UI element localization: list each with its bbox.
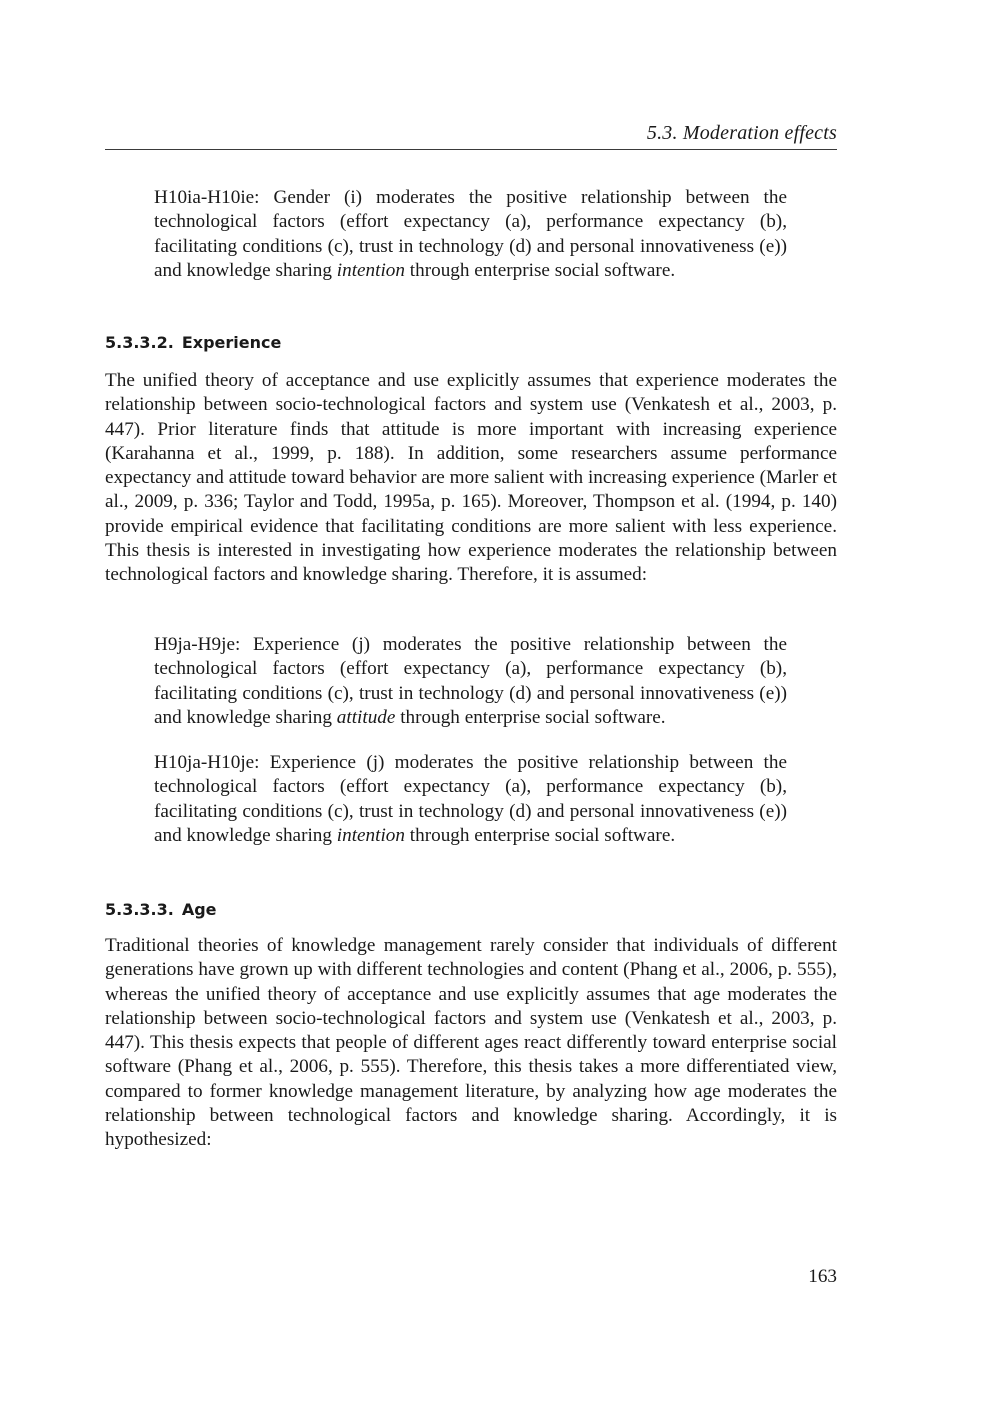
- section-title: Experience: [181, 333, 282, 352]
- hypothesis-text: H9ja-H9je: Experience (j) moderates the positive relationship between the technological factors (effort expectancy (a), performance expectancy (b), facilitating conditions (c), trust in technology (d) and personal innovativeness (e)) and knowledge sharing: [154, 634, 787, 728]
- hypothesis-emphasis: intention: [336, 259, 405, 281]
- hypothesis-text: H10ia-H10ie: Gender (i) moderates the positive relationship between the technological factors (effort expectancy (a), performance expectancy (b), facilitating conditions (c), trust in technology (d) and personal innovativeness (e)) and knowledge sharing: [154, 187, 787, 281]
- section-title: Age: [181, 900, 217, 919]
- hypothesis-h10ja-h10je: [154, 751, 787, 848]
- hypothesis-text-end: through enterprise social software.: [405, 259, 676, 281]
- hypothesis-h9ja-h9je: [154, 633, 787, 730]
- hypothesis-emphasis: intention: [336, 824, 405, 846]
- hypothesis-h10ia-h10ie: [154, 186, 787, 283]
- hypothesis-text: H10ja-H10je: Experience (j) moderates the positive relationship between the technological factors (effort expectancy (a), performance expectancy (b), facilitating conditions (c), trust in technology (d) and personal innovativeness (e)) and knowledge sharing: [154, 752, 787, 846]
- section-heading-age: [105, 900, 217, 920]
- section-heading-experience: [105, 333, 281, 353]
- hypothesis-emphasis: attitude: [336, 706, 396, 728]
- hypothesis-text-end: through enterprise social software.: [395, 706, 666, 728]
- running-header-title: 5.3. Moderation effects: [646, 122, 837, 144]
- paragraph-age: Traditional theories of knowledge management rarely consider that individuals of different generations have grown up with different technologies and content (Phang et al., 2006, p. 555), whereas the unified theory of acceptance and use explicitly assumes that age moderates the relationship between socio-technological factors and system use (Venkatesh et al., 2003, p. 447). This thesis expects that people of different ages react differently toward enterprise social software (Phang et al., 2006, p. 555). Therefore, this thesis takes a more differentiated view, compared to former knowledge management literature, by analyzing how age moderates the relationship between technological factors and knowledge sharing. Accordingly, it is hypothesized:: [105, 935, 837, 1151]
- section-number: 5.3.3.3.: [105, 900, 174, 919]
- running-header: [105, 120, 837, 150]
- section-number: 5.3.3.2.: [105, 333, 174, 352]
- page-number: 163: [808, 1266, 837, 1287]
- paragraph-experience: The unified theory of acceptance and use explicitly assumes that experience moderates the relationship between socio-technological factors and system use (Venkatesh et al., 2003, p. 447). Prior literature finds that attitude is more important with increasing experience (Karahanna et al., 1999, p. 188). In addition, some researchers assume performance expectancy and attitude toward behavior are more salient with increasing experience (Marler et al., 2009, p. 336; Taylor and Todd, 1995a, p. 165). Moreover, Thompson et al. (1994, p. 140) provide empirical evidence that facilitating conditions are more salient with less experience. This thesis is interested in investigating how experience moderates the relationship between technological factors and knowledge sharing. Therefore, it is assumed:: [105, 370, 837, 586]
- hypothesis-text-end: through enterprise social software.: [405, 824, 676, 846]
